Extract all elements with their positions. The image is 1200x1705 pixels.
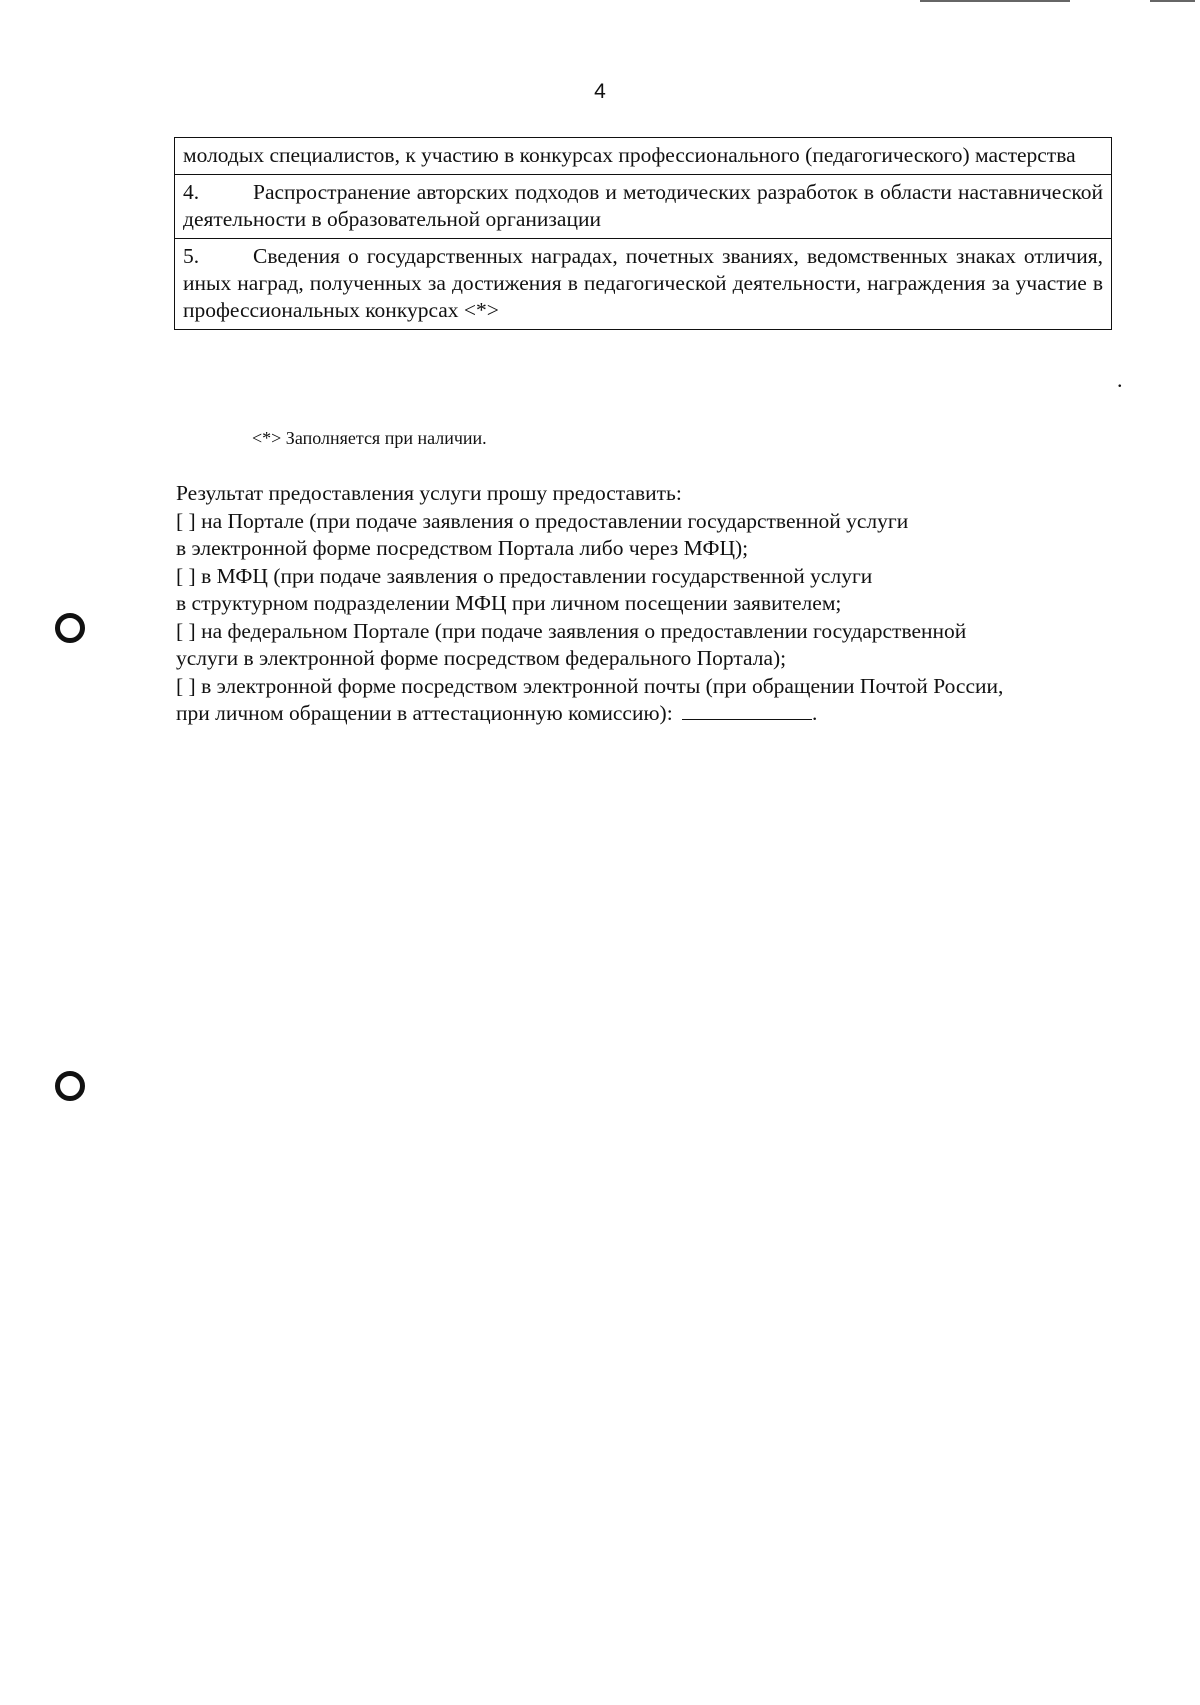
option-line: [ ] на федеральном Портале (при подаче заявления о предоставлении государственной (176, 618, 967, 643)
option-line: услуги в электронной форме посредством федерального Портала); (176, 646, 787, 670)
email-blank-field[interactable] (682, 701, 812, 720)
table-row (175, 138, 1111, 174)
option-federal-portal[interactable] (176, 618, 1136, 673)
scan-dot: . (1117, 367, 1123, 392)
table-row (175, 174, 1111, 238)
table-row-text: Распространение авторских подходов и методических разработок в области наставнической деятельности в образовательной организации (183, 180, 1103, 231)
table-row-text: молодых специалистов, к участию в конкурсах профессионального (педагогического) мастерства (183, 143, 1076, 167)
punch-hole-icon (55, 613, 85, 643)
option-line: в электронной форме посредством Портала либо через МФЦ); (176, 536, 749, 560)
scan-artifact (1150, 0, 1195, 2)
punch-hole-icon (55, 1071, 85, 1101)
option-line: [ ] на Порталe (при подаче заявления о предоставлении государственной услуги (176, 508, 909, 533)
option-portal[interactable] (176, 508, 1136, 563)
scan-artifact (920, 0, 1070, 2)
blank-suffix: . (812, 701, 818, 725)
achievements-table (174, 137, 1112, 330)
table-row-text: Сведения о государственных наградах, почетных званиях, ведомственных знаках отличия, иных наград, полученных за достижения в педагогической деятельности, награждения за участие в профессиональных конкурсах <*> (183, 244, 1103, 322)
table-row (175, 238, 1111, 329)
table-row-number: 5. (183, 244, 200, 268)
option-line: [ ] в электронной форме посредством электронной почты (при обращении Почтой России, (176, 673, 1004, 698)
result-heading: Результат предоставления услуги прошу предоставить: (176, 481, 682, 505)
table-row-number: 4. (183, 180, 200, 204)
option-line: [ ] в МФЦ (при подаче заявления о предоставлении государственной услуги (176, 563, 873, 588)
option-mfc[interactable] (176, 563, 1136, 618)
result-delivery-section (176, 480, 1136, 728)
option-email[interactable] (176, 673, 1136, 728)
option-line: в структурном подразделении МФЦ при личном посещении заявителем; (176, 591, 842, 615)
option-line: при личном обращении в аттестационную комиссию): (176, 701, 673, 725)
page-number: 4 (594, 80, 606, 103)
footnote: <*> Заполняется при наличии. (252, 428, 487, 448)
